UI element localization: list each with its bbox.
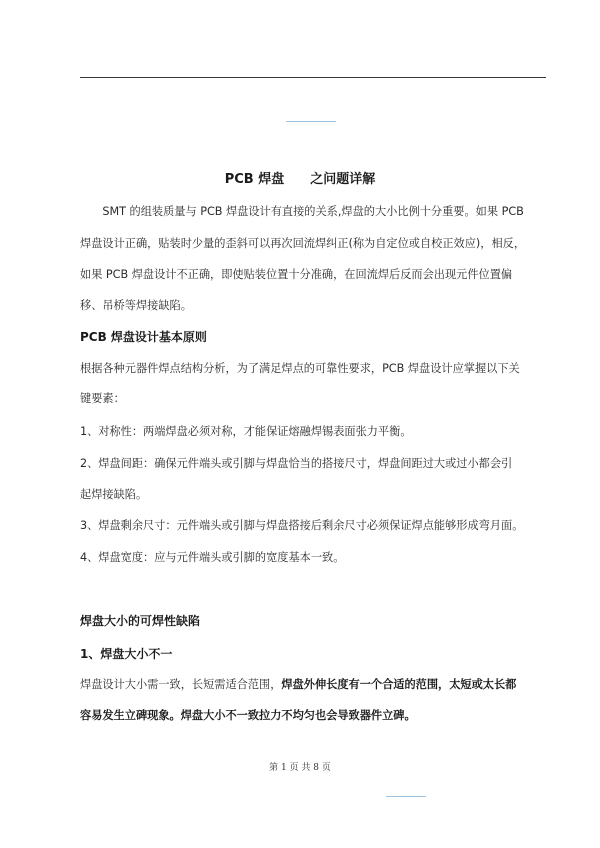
section1-heading: PCB 焊盘设计基本原则 (80, 330, 207, 344)
section1-lead-1: 根据各种元器件焊点结构分析，为了满足焊点的可靠性要求，PCB 焊盘设计应掌握以下关 (80, 362, 520, 375)
intro-line-1: SMT 的组装质量与 PCB 焊盘设计有直接的关系,焊盘的大小比例十分重要。如果 PCB (80, 205, 524, 218)
principle-item-3: 3、焊盘剩余尺寸：元件端头或引脚与焊盘搭接后剩余尺寸必须保证焊点能够形成弯月面。 (80, 519, 524, 532)
principle-item-2-line-1: 2、焊盘间距：确保元件端头或引脚与焊盘恰当的搭接尺寸，焊盘间距过大或过小都会引 (80, 457, 513, 470)
intro-line-3: 如果 PCB 焊盘设计不正确，即使贴装位置十分准确，在回流焊后反而会出现元件位置偏 (80, 268, 513, 281)
header-mark (286, 121, 336, 122)
document-title: PCB 焊盘 之问题详解 (224, 172, 376, 187)
page-footer: 第 1 页 共 8 页 (269, 763, 331, 773)
section2-line-2: 容易发生立碑现象。焊盘大小不一致拉力不均匀也会导致器件立碑。 (80, 709, 416, 722)
footer-mark (386, 796, 426, 797)
intro-line-4: 移、吊桥等焊接缺陷。 (80, 299, 192, 312)
section2-line-1-normal: 焊盘设计大小需一致，长短需适合范围， (80, 678, 282, 691)
section2-line-1-bold: 焊盘外伸长度有一个合适的范围，太短或太长都 (281, 678, 517, 691)
section2-subheading: 1、焊盘大小不一 (80, 647, 173, 661)
principle-item-2-line-2: 起焊接缺陷。 (80, 488, 148, 501)
intro-line-2: 焊盘设计正确，贴装时少量的歪斜可以再次回流焊纠正(称为自定位或自校正效应)，相反， (80, 237, 526, 250)
principle-item-4: 4、焊盘宽度：应与元件端头或引脚的宽度基本一致。 (80, 551, 345, 564)
section2-heading: 焊盘大小的可焊性缺陷 (80, 614, 201, 628)
principle-item-1: 1、对称性：两端焊盘必须对称，才能保证熔融焊锡表面张力平衡。 (80, 425, 412, 438)
section1-lead-2: 键要素： (80, 392, 125, 405)
section2-line-1 (80, 677, 552, 693)
header-rule (80, 77, 546, 78)
